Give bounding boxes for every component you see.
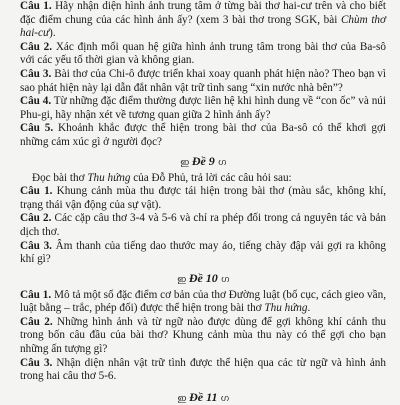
question-10-1: Câu 1. Mô tả một số đặc điểm cơ bản của thơ Đường luật (bố cục, cách gieo vần, luật bằng – trắc, phép đối) được thể hiện trong bài thơ Thu hứng.: [20, 288, 386, 315]
ornament-right-icon: ഗ: [220, 392, 229, 403]
question-top-5: Câu 5. Khoảnh khắc được thể hiện trong bài thơ của Ba-sô có thể khơi gợi những cảm xúc gì ở người đọc?: [20, 122, 386, 148]
section-heading-11: ഇ Đề 11 ഗ: [177, 389, 229, 404]
question-top-4: Câu 4. Từ những đặc điểm thường được liên hệ khi hình dung về “con ốc” và núi Phu-gi, hãy nhận xét về tương quan giữa 2 hình ảnh ấy?: [20, 95, 387, 121]
question-9-1: Câu 1. Khung cảnh mùa thu được tái hiện trong bài thơ (màu sắc, không khí, trạng thái vận động của sự vật).: [20, 185, 386, 211]
question-10-2: Câu 2. Những hình ảnh và từ ngữ nào được dùng để gợi không khí cảnh thu trong bốn câu đầu của bài thơ? Khung cảnh mùa thu này có thể gợi cho bạn những ấn tượng gì?: [20, 315, 386, 356]
question-10-3: Câu 3. Nhận diện nhân vật trữ tình được thể hiện qua các từ ngữ và hình ảnh trong hai câu thơ 5-6.: [20, 356, 386, 383]
section-heading-9: ഇ Đề 9 ഗ: [179, 153, 227, 168]
ornament-left-icon: ഇ: [177, 392, 187, 403]
ornament-left-icon: ഇ: [179, 156, 189, 167]
question-9-3: Câu 3. Âm thanh của tiếng dao thước may áo, tiếng chày đập vải gợi ra không khí gì?: [20, 239, 386, 266]
ornament-left-icon: ഇ: [176, 273, 186, 284]
question-top-1: Câu 1. Hãy nhận diện hình ảnh trung tâm ở từng bài thơ hai-cư trên và cho biết đặc điểm chung của các hình ảnh ấy? (xem 3 bài thơ trong SGK, bài Chùm thơ hai-cư).: [20, 0, 386, 40]
ornament-right-icon: ഗ: [220, 273, 230, 284]
question-top-2: Câu 2. Xác định mối quan hệ giữa hình ảnh trung tâm trong bài thơ của Ba-sô với các yếu tố thời gian và không gian.: [20, 40, 386, 67]
question-top-3: Câu 3. Bài thơ của Chi-ô được triển khai xoay quanh phát hiện nào? Theo bạn vì sao phát hiện này lại dẫn đắt nhân vật trữ tình sang “xin nước nhà bên”?: [20, 67, 386, 94]
section-heading-10: ഇ Đề 10 ഗ: [176, 270, 230, 285]
question-9-2: Câu 2. Các cặp câu thơ 3-4 và 5-6 và chỉ ra phép đối trong cả nguyên tác và bản dịch thơ.: [20, 212, 386, 238]
ornament-right-icon: ഗ: [217, 156, 227, 167]
section-9-intro: Đọc bài thơ Thu hứng của Đỗ Phủ, trả lời các câu hỏi sau:: [32, 171, 292, 184]
